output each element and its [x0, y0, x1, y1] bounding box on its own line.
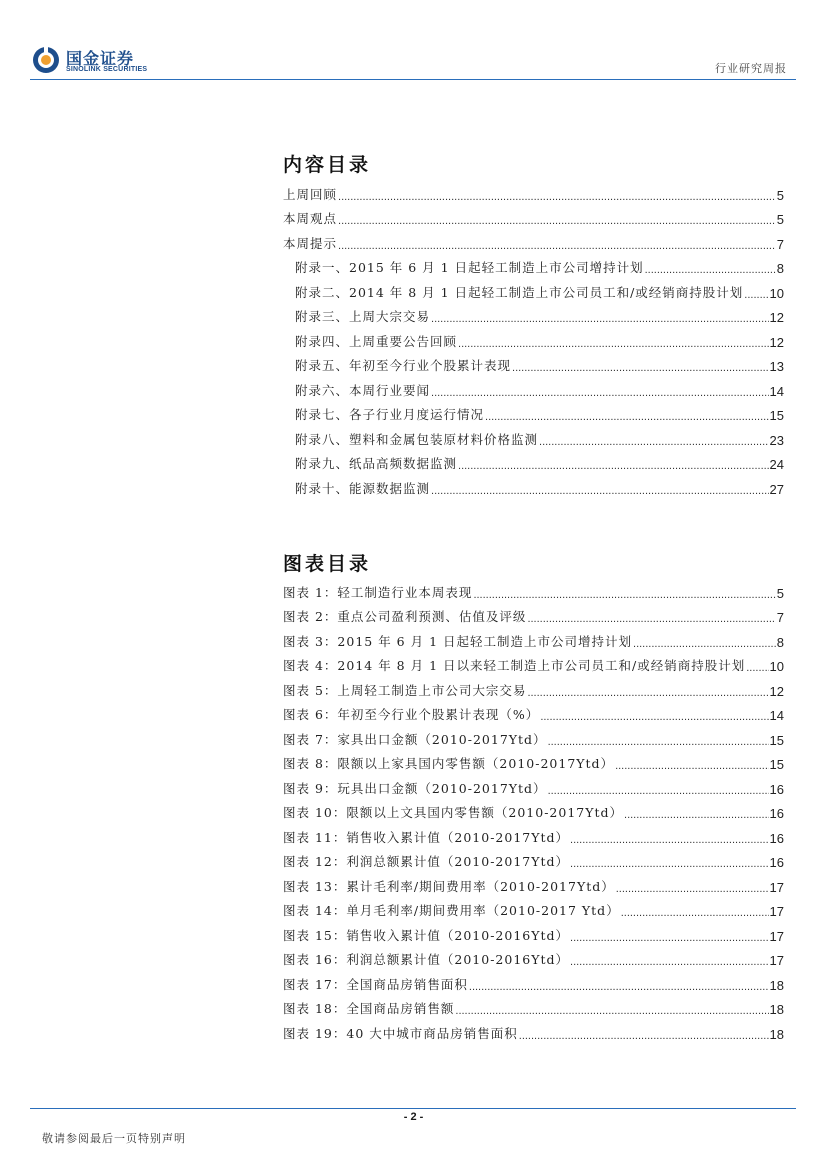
- contents-entry-page: 12: [769, 334, 784, 350]
- figures-entry[interactable]: [283, 1017, 784, 1042]
- leader-dots: [458, 338, 769, 350]
- leader-dots: [615, 760, 768, 772]
- figures-entry[interactable]: [283, 895, 784, 920]
- figures-entry[interactable]: [283, 993, 784, 1018]
- figures-entry-label: 图表 8：限额以上家具国内零售额（2010-2017Ytd）: [283, 756, 615, 771]
- figures-entry-label: 图表 7：家具出口金额（2010-2017Ytd）: [283, 731, 547, 747]
- figures-entry-page: 17: [769, 879, 784, 895]
- figures-entry-page: 18: [769, 1002, 784, 1017]
- figures-entry[interactable]: [283, 968, 784, 993]
- leader-dots: [744, 289, 768, 301]
- figures-entry-label: 图表 6：年初至今行业个股累计表现（%）: [283, 707, 540, 722]
- contents-entry[interactable]: [283, 399, 784, 424]
- figures-entry[interactable]: [283, 772, 784, 797]
- contents-entry[interactable]: [283, 227, 784, 252]
- contents-entry-label: 附录三、上周大宗交易: [295, 309, 431, 324]
- figures-entry[interactable]: [283, 601, 784, 626]
- contents-entry[interactable]: [283, 203, 784, 228]
- contents-entry-label: 上周回顾: [283, 186, 338, 202]
- contents-entry[interactable]: [283, 252, 784, 277]
- leader-dots: [431, 387, 769, 399]
- contents-entry-page: 15: [769, 408, 784, 423]
- contents-entry-page: 13: [769, 359, 784, 374]
- figures-entry-page: 7: [776, 610, 784, 625]
- contents-entry[interactable]: [283, 374, 784, 399]
- leader-dots: [645, 264, 776, 276]
- contents-entry-label: 附录七、各子行业月度运行情况: [295, 407, 485, 422]
- contents-entry-page: 27: [769, 481, 784, 497]
- figures-entry-label: 图表 15：销售收入累计值（2010-2016Ytd）: [283, 927, 570, 943]
- figures-entry[interactable]: [283, 576, 784, 601]
- contents-entry[interactable]: [283, 423, 784, 448]
- contents-title: 内容目录: [283, 154, 372, 176]
- contents-entry-page: 14: [769, 383, 784, 399]
- contents-entry-page: 12: [769, 310, 784, 325]
- contents-entry-label: 附录六、本周行业要闻: [295, 382, 431, 398]
- figures-entry-label: 图表 9：玩具出口金额（2010-2017Ytd）: [283, 780, 547, 796]
- header-divider: [30, 79, 796, 80]
- figures-entry-page: 17: [769, 904, 784, 919]
- contents-entry-label: 本周提示: [283, 235, 338, 251]
- figures-entry-label: 图表 19：40 大中城市商品房销售面积: [283, 1025, 518, 1041]
- figures-entry-label: 图表 2：重点公司盈利预测、估值及评级: [283, 609, 527, 624]
- figures-entry-page: 17: [769, 953, 784, 968]
- figures-entry[interactable]: [283, 723, 784, 748]
- page-number: - 2 -: [403, 1111, 424, 1123]
- contents-entry-label: 附录十、能源数据监测: [295, 480, 431, 496]
- figures-entry[interactable]: [283, 870, 784, 895]
- leader-dots: [455, 1005, 768, 1017]
- contents-entry-label: 附录四、上周重要公告回顾: [295, 333, 458, 349]
- figures-entry[interactable]: [283, 821, 784, 846]
- leader-dots: [431, 485, 769, 497]
- figures-entry[interactable]: [283, 650, 784, 675]
- contents-entry-label: 附录五、年初至今行业个股累计表现: [295, 358, 512, 373]
- contents-entry-label: 附录一、2015 年 6 月 1 日起轻工制造上市公司增持计划: [295, 260, 644, 275]
- contents-entry-label: 附录二、2014 年 8 月 1 日起轻工制造上市公司员工和/或经销商持股计划: [295, 284, 744, 300]
- figures-entry-page: 10: [769, 659, 784, 674]
- leader-dots: [338, 240, 776, 252]
- figures-entry[interactable]: [283, 919, 784, 944]
- leader-dots: [458, 460, 769, 472]
- figures-entry-label: 图表 4：2014 年 8 月 1 日以来轻工制造上市公司员工和/或经销商持股计划: [283, 658, 746, 673]
- figures-entry-page: 16: [769, 830, 784, 846]
- logo-english-name: SINOLINK SECURITIES: [66, 66, 148, 73]
- leader-dots: [473, 589, 775, 601]
- logo-chinese-name: 国金证券: [66, 49, 135, 68]
- figures-title: 图表目录: [283, 553, 372, 575]
- contents-entry-page: 10: [769, 285, 784, 301]
- contents-entry-page: 8: [776, 261, 784, 276]
- leader-dots: [519, 1030, 769, 1042]
- contents-entry[interactable]: [283, 178, 784, 203]
- leader-dots: [527, 613, 775, 625]
- figures-entry[interactable]: [283, 797, 784, 822]
- figures-entry-page: 5: [776, 585, 784, 601]
- leader-dots: [548, 785, 769, 797]
- contents-entry-page: 7: [776, 236, 784, 252]
- figures-entry-label: 图表 12：利润总额累计值（2010-2017Ytd）: [283, 854, 570, 869]
- figures-entry[interactable]: [283, 846, 784, 871]
- leader-dots: [431, 313, 769, 325]
- figures-entry-label: 图表 1：轻工制造行业本周表现: [283, 584, 473, 600]
- page-header: [0, 0, 827, 80]
- leader-dots: [624, 809, 769, 821]
- leader-dots: [539, 436, 769, 448]
- leader-dots: [540, 711, 768, 723]
- leader-dots: [570, 858, 769, 870]
- disclaimer: 敬请参阅最后一页特别声明: [42, 1132, 186, 1145]
- figures-entry-page: 15: [769, 757, 784, 772]
- figures-entry-label: 图表 3：2015 年 6 月 1 日起轻工制造上市公司增持计划: [283, 633, 633, 649]
- company-logo: [32, 44, 172, 80]
- figures-entry-page: 16: [769, 781, 784, 797]
- contents-entry[interactable]: [283, 276, 784, 301]
- contents-entry-label: 附录八、塑料和金属包装原材料价格监测: [295, 431, 539, 447]
- figures-entry-label: 图表 13：累计毛利率/期间费用率（2010-2017Ytd）: [283, 878, 615, 894]
- figures-entry[interactable]: [283, 748, 784, 773]
- contents-entry-page: 5: [776, 187, 784, 203]
- figures-entry-page: 16: [769, 855, 784, 870]
- leader-dots: [548, 736, 769, 748]
- leader-dots: [570, 834, 769, 846]
- leader-dots: [570, 932, 769, 944]
- figures-entry[interactable]: [283, 944, 784, 969]
- figures-entry-label: 图表 11：销售收入累计值（2010-2017Ytd）: [283, 829, 570, 845]
- leader-dots: [633, 638, 776, 650]
- footer-divider: [30, 1108, 796, 1109]
- leader-dots: [570, 956, 769, 968]
- contents-entry[interactable]: [283, 448, 784, 473]
- contents-entry[interactable]: [283, 350, 784, 375]
- leader-dots: [469, 981, 769, 993]
- figures-entry-page: 16: [769, 806, 784, 821]
- report-type: 行业研究周报: [715, 62, 787, 75]
- leader-dots: [512, 362, 769, 374]
- figures-entry[interactable]: [283, 625, 784, 650]
- figures-entry-page: 17: [769, 928, 784, 944]
- figures-entry-page: 14: [769, 708, 784, 723]
- leader-dots: [527, 687, 768, 699]
- figures-entry[interactable]: [283, 674, 784, 699]
- leader-dots: [746, 662, 768, 674]
- leader-dots: [616, 883, 769, 895]
- figures-entry-page: 18: [769, 1026, 784, 1042]
- leader-dots: [338, 215, 776, 227]
- figures-entry-page: 15: [769, 732, 784, 748]
- leader-dots: [485, 411, 769, 423]
- figures-entry-page: 8: [776, 634, 784, 650]
- contents-entry-page: 5: [776, 212, 784, 227]
- figures-entry-label: 图表 5：上周轻工制造上市公司大宗交易: [283, 682, 527, 698]
- figures-entry-page: 12: [769, 683, 784, 699]
- leader-dots: [621, 907, 769, 919]
- figures-entry-label: 图表 17：全国商品房销售面积: [283, 976, 468, 992]
- leader-dots: [338, 191, 776, 203]
- contents-entry-label: 本周观点: [283, 211, 338, 226]
- figures-entry-label: 图表 10：限额以上文具国内零售额（2010-2017Ytd）: [283, 805, 624, 820]
- figures-entry-label: 图表 16：利润总额累计值（2010-2016Ytd）: [283, 952, 570, 967]
- figures-entry-page: 18: [769, 977, 784, 993]
- contents-list: [283, 178, 784, 497]
- figures-entry[interactable]: [283, 699, 784, 724]
- contents-entry[interactable]: [283, 301, 784, 326]
- contents-entry-label: 附录九、纸品高频数据监测: [295, 456, 458, 471]
- figures-entry-label: 图表 18：全国商品房销售额: [283, 1001, 455, 1016]
- contents-entry[interactable]: [283, 325, 784, 350]
- figures-list: [283, 576, 784, 1042]
- contents-entry-page: 23: [769, 432, 784, 448]
- contents-entry[interactable]: [283, 472, 784, 497]
- contents-entry-page: 24: [769, 457, 784, 472]
- figures-entry-label: 图表 14：单月毛利率/期间费用率（2010-2017 Ytd）: [283, 903, 620, 918]
- sinolink-logo-icon: [32, 46, 60, 74]
